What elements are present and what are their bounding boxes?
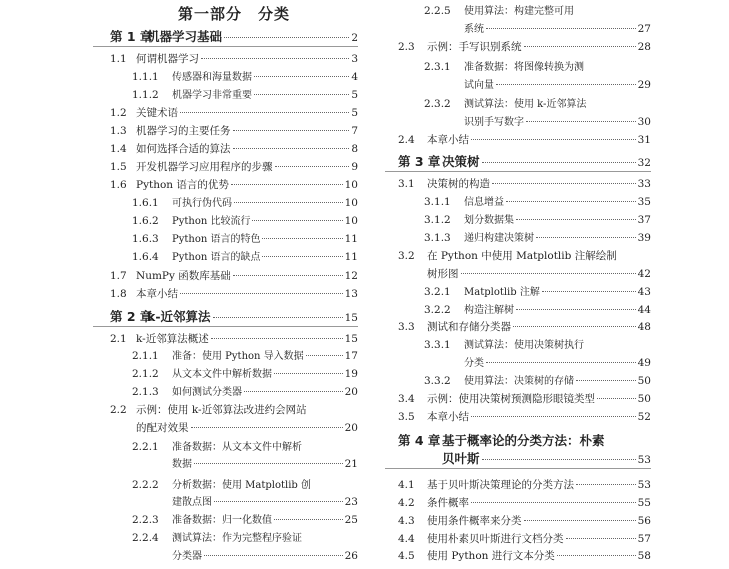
chapter-rule	[385, 468, 651, 469]
toc-entry[interactable]	[172, 495, 358, 509]
toc-entry[interactable]	[132, 232, 358, 246]
toc-chapter-entry[interactable]	[110, 309, 358, 325]
toc-number: 第 1 章	[110, 29, 153, 44]
toc-number: 3.1	[398, 178, 415, 190]
toc-entry[interactable]	[424, 4, 651, 18]
toc-number: 2.1.2	[132, 368, 159, 380]
toc-entry[interactable]	[398, 496, 651, 510]
toc-page-number: 43	[637, 286, 651, 298]
toc-entry[interactable]	[110, 124, 358, 138]
toc-title: 机器学习的主要任务	[136, 125, 231, 137]
toc-title: 示例：使用决策树预测隐形眼镜类型	[427, 393, 595, 405]
chapter-rule	[93, 326, 358, 327]
toc-leader-dots	[262, 238, 342, 239]
toc-leader-dots	[262, 256, 342, 257]
toc-title: 数据	[172, 459, 192, 470]
toc-entry[interactable]	[424, 231, 651, 245]
toc-title: 分析数据：使用 Matplotlib 创	[172, 480, 312, 491]
toc-page-number: 15	[344, 312, 358, 324]
toc-leader-dots	[557, 555, 636, 556]
toc-page-number: 53	[637, 454, 651, 466]
toc-title: 在 Python 中使用 Matplotlib 注解绘制	[427, 250, 617, 262]
toc-title: 开发机器学习应用程序的步骤	[136, 161, 273, 173]
toc-entry[interactable]	[424, 97, 651, 111]
toc-page-number: 49	[637, 357, 651, 369]
toc-entry[interactable]	[464, 22, 651, 36]
toc-title: 测试算法：使用决策树执行	[464, 340, 584, 351]
toc-title: 准备数据：将图像转换为测	[464, 62, 584, 73]
toc-title: 分类	[464, 358, 484, 369]
toc-title: 何谓机器学习	[136, 53, 199, 65]
toc-page-number: 20	[344, 386, 358, 398]
toc-entry[interactable]	[132, 367, 358, 381]
toc-number: 第 4 章	[398, 433, 441, 448]
toc-title: 信息增益	[464, 197, 504, 208]
toc-page-number: 53	[637, 479, 651, 491]
toc-title: 分类器	[172, 551, 202, 562]
toc-leader-dots	[536, 237, 636, 238]
toc-page-number: 50	[637, 375, 651, 387]
toc-title: 树形图	[427, 268, 459, 280]
toc-number: 2.2.1	[132, 441, 159, 453]
toc-title: 决策树	[442, 154, 480, 169]
toc-entry[interactable]	[110, 178, 358, 192]
chapter-rule	[93, 46, 358, 47]
toc-leader-dots	[471, 416, 636, 417]
toc-number: 1.7	[110, 270, 127, 282]
toc-number: 4.1	[398, 479, 415, 491]
toc-leader-dots	[180, 112, 349, 113]
toc-number: 1.6.3	[132, 233, 159, 245]
toc-page-number: 26	[344, 550, 358, 562]
toc-page-number: 23	[344, 496, 358, 508]
toc-entry[interactable]	[132, 196, 358, 210]
toc-number: 第 2 章	[110, 309, 153, 324]
toc-entry[interactable]	[398, 249, 651, 263]
toc-page-number: 5	[351, 89, 358, 101]
toc-entry[interactable]	[132, 531, 358, 545]
toc-title: k-近邻算法	[147, 309, 211, 324]
toc-page-number: 25	[344, 514, 358, 526]
toc-title: 识别手写数字	[464, 117, 524, 128]
toc-number: 3.5	[398, 411, 415, 423]
toc-title: 建散点图	[172, 497, 212, 508]
toc-number: 2.2	[110, 404, 127, 416]
toc-title: 准备数据：归一化数值	[172, 515, 272, 526]
toc-leader-dots	[513, 326, 636, 327]
toc-page-number: 9	[351, 161, 358, 173]
toc-leader-dots	[204, 555, 343, 556]
toc-leader-dots	[566, 538, 636, 539]
toc-chapter-entry[interactable]	[398, 154, 651, 170]
toc-leader-dots	[524, 520, 636, 521]
toc-number: 1.4	[110, 143, 127, 155]
toc-number: 3.2.2	[424, 304, 451, 316]
toc-page-number: 31	[637, 134, 651, 146]
toc-page-number: 42	[637, 268, 651, 280]
toc-title: 使用 Python 进行文本分类	[427, 550, 555, 562]
toc-title: 从文本文件中解析数据	[172, 369, 272, 380]
toc-page-number: 52	[637, 411, 651, 423]
toc-entry[interactable]	[110, 52, 358, 66]
toc-page-number: 32	[637, 157, 651, 169]
toc-leader-dots	[224, 37, 349, 38]
toc-entry[interactable]	[132, 478, 358, 492]
chapter-rule	[385, 171, 651, 172]
toc-leader-dots	[201, 58, 349, 59]
toc-entry[interactable]	[464, 115, 651, 129]
part-title: 第一部分 分类	[178, 5, 291, 23]
toc-entry[interactable]	[424, 303, 651, 317]
toc-title: Python 比较流行	[172, 216, 251, 227]
toc-leader-dots	[213, 317, 343, 318]
toc-entry[interactable]	[398, 392, 651, 406]
toc-page-number: 35	[637, 196, 651, 208]
toc-number: 2.2.5	[424, 5, 451, 17]
toc-entry[interactable]	[132, 214, 358, 228]
toc-number: 4.2	[398, 497, 415, 509]
toc-entry[interactable]	[424, 374, 651, 388]
toc-page-number: 15	[344, 333, 358, 345]
toc-leader-dots	[486, 362, 636, 363]
toc-number: 1.6	[110, 179, 127, 191]
toc-entry[interactable]	[398, 177, 651, 191]
toc-title: 关键术语	[136, 107, 178, 119]
toc-title: 使用算法：决策树的存储	[464, 376, 574, 387]
toc-title: 示例：手写识别系统	[427, 41, 522, 53]
toc-number: 3.1.2	[424, 214, 451, 226]
toc-chapter-entry[interactable]	[442, 451, 651, 467]
toc-page-number: 8	[351, 143, 358, 155]
toc-page-number: 56	[637, 515, 651, 527]
toc-page-number: 48	[637, 321, 651, 333]
toc-leader-dots	[496, 84, 636, 85]
toc-entry[interactable]	[398, 532, 651, 546]
toc-leader-dots	[471, 502, 636, 503]
toc-number: 4.5	[398, 550, 415, 562]
toc-entry[interactable]	[132, 513, 358, 527]
toc-page-number: 5	[351, 107, 358, 119]
toc-number: 4.4	[398, 533, 415, 545]
toc-page-number: 4	[351, 71, 358, 83]
toc-title: 传感器和海量数据	[172, 72, 252, 83]
toc-leader-dots	[576, 484, 636, 485]
toc-leader-dots	[233, 130, 350, 131]
toc-number: 1.1.2	[132, 89, 159, 101]
toc-entry[interactable]	[136, 421, 358, 435]
toc-entry[interactable]	[172, 457, 358, 471]
toc-page-number: 7	[351, 125, 358, 137]
toc-number: 2.2.4	[132, 532, 159, 544]
toc-number: 1.1.1	[132, 71, 159, 83]
toc-entry[interactable]	[110, 142, 358, 156]
toc-number: 2.4	[398, 134, 415, 146]
toc-entry[interactable]	[110, 160, 358, 174]
toc-title: 可执行伪代码	[172, 198, 232, 209]
toc-title: 基于概率论的分类方法：朴素	[442, 433, 605, 448]
toc-page-number: 10	[344, 179, 358, 191]
toc-title: 如何选择合适的算法	[136, 143, 231, 155]
toc-number: 3.2.1	[424, 286, 451, 298]
toc-title: 测试和存储分类器	[427, 321, 511, 333]
toc-entry[interactable]	[110, 403, 358, 417]
toc-number: 3.1.3	[424, 232, 451, 244]
toc-page-number: 50	[637, 393, 651, 405]
toc-entry[interactable]	[398, 320, 651, 334]
toc-leader-dots	[244, 391, 343, 392]
toc-entry[interactable]	[172, 549, 358, 563]
toc-title: 的配对效果	[136, 422, 189, 434]
toc-page-number: 19	[344, 368, 358, 380]
toc-leader-dots	[482, 162, 636, 163]
toc-page-number: 58	[637, 550, 651, 562]
toc-number: 2.2.3	[132, 514, 159, 526]
toc-leader-dots	[233, 148, 350, 149]
toc-leader-dots	[194, 463, 343, 464]
toc-number: 1.6.4	[132, 251, 159, 263]
toc-leader-dots	[516, 309, 636, 310]
toc-number: 1.2	[110, 107, 127, 119]
toc-number: 1.6.2	[132, 215, 159, 227]
toc-page-number: 33	[637, 178, 651, 190]
toc-page-number: 10	[344, 197, 358, 209]
toc-entry[interactable]	[424, 213, 651, 227]
toc-number: 3.3	[398, 321, 415, 333]
toc-entry[interactable]	[132, 440, 358, 454]
toc-title: Python 语言的缺点	[172, 252, 261, 263]
toc-title: 本章小结	[427, 411, 469, 423]
toc-entry[interactable]	[398, 133, 651, 147]
toc-title: 条件概率	[427, 497, 469, 509]
toc-title: 使用条件概率来分类	[427, 515, 522, 527]
toc-title: 准备数据：从文本文件中解析	[172, 442, 302, 453]
toc-leader-dots	[486, 28, 636, 29]
toc-entry[interactable]	[398, 514, 651, 528]
toc-number: 1.6.1	[132, 197, 159, 209]
toc-title: 试向量	[464, 80, 494, 91]
toc-entry[interactable]	[398, 40, 651, 54]
toc-leader-dots	[597, 398, 636, 399]
toc-entry[interactable]	[110, 106, 358, 120]
toc-entry[interactable]	[398, 410, 651, 424]
toc-title: 基于贝叶斯决策理论的分类方法	[427, 479, 574, 491]
toc-page-number: 37	[637, 214, 651, 226]
toc-page-number: 30	[637, 116, 651, 128]
toc-number: 3.2	[398, 250, 415, 262]
toc-title: Python 语言的特色	[172, 234, 261, 245]
toc-title: NumPy 函数库基础	[136, 270, 231, 282]
toc-leader-dots	[461, 273, 636, 274]
toc-title: 使用算法：构建完整可用	[464, 6, 574, 17]
toc-page-number: 20	[344, 422, 358, 434]
toc-page-number: 13	[344, 288, 358, 300]
toc-title: 使用朴素贝叶斯进行文档分类	[427, 533, 564, 545]
toc-leader-dots	[471, 139, 636, 140]
toc-entry[interactable]	[132, 88, 358, 102]
toc-title: 划分数据集	[464, 215, 514, 226]
toc-number: 3.1.1	[424, 196, 451, 208]
toc-chapter-entry[interactable]	[110, 29, 358, 45]
toc-number: 2.2.2	[132, 479, 159, 491]
toc-entry[interactable]	[464, 356, 651, 370]
toc-number: 3.3.1	[424, 339, 451, 351]
toc-entry[interactable]	[132, 250, 358, 264]
toc-title: k-近邻算法概述	[136, 333, 209, 345]
toc-page-number: 39	[637, 232, 651, 244]
toc-page-number: 27	[637, 23, 651, 35]
toc-page-number: 55	[637, 497, 651, 509]
toc-entry[interactable]	[132, 349, 358, 363]
toc-leader-dots	[233, 275, 343, 276]
toc-title: 测试算法：作为完整程序验证	[172, 533, 302, 544]
toc-leader-dots	[526, 121, 636, 122]
toc-number: 2.1.3	[132, 386, 159, 398]
toc-number: 第 3 章	[398, 154, 441, 169]
toc-number: 1.3	[110, 125, 127, 137]
toc-number: 2.3.2	[424, 98, 451, 110]
toc-title: 测试算法：使用 k-近邻算法	[464, 99, 587, 110]
toc-leader-dots	[191, 427, 343, 428]
toc-leader-dots	[254, 76, 349, 77]
toc-title: 机器学习基础	[147, 29, 223, 44]
toc-title: 准备：使用 Python 导入数据	[172, 351, 304, 362]
toc-number: 2.3.1	[424, 61, 451, 73]
toc-title: 本章小结	[136, 288, 178, 300]
toc-page-number: 44	[637, 304, 651, 316]
toc-number: 3.4	[398, 393, 415, 405]
toc-leader-dots	[274, 519, 343, 520]
toc-entry[interactable]	[132, 385, 358, 399]
toc-leader-dots	[211, 338, 343, 339]
toc-title: 系统	[464, 24, 484, 35]
toc-leader-dots	[254, 94, 349, 95]
toc-leader-dots	[234, 202, 343, 203]
toc-page-number: 28	[637, 41, 651, 53]
toc-leader-dots	[231, 184, 343, 185]
toc-page-number: 17	[344, 350, 358, 362]
toc-page-number: 29	[637, 79, 651, 91]
toc-title: 如何测试分类器	[172, 387, 242, 398]
toc-number: 2.1	[110, 333, 127, 345]
toc-entry[interactable]	[398, 549, 651, 563]
toc-leader-dots	[306, 355, 343, 356]
toc-page-number: 11	[344, 233, 358, 245]
toc-number: 1.5	[110, 161, 127, 173]
toc-title: 示例：使用 k-近邻算法改进约会网站	[136, 404, 307, 416]
toc-title: 贝叶斯	[442, 451, 480, 466]
toc-title: Matplotlib 注解	[464, 287, 540, 298]
toc-entry[interactable]	[398, 478, 651, 492]
toc-entry[interactable]	[110, 332, 358, 346]
toc-leader-dots	[524, 46, 636, 47]
toc-page-number: 2	[351, 32, 358, 44]
toc-title: 本章小结	[427, 134, 469, 146]
toc-leader-dots	[576, 380, 636, 381]
toc-page-number: 11	[344, 251, 358, 263]
toc-entry[interactable]	[110, 269, 358, 283]
toc-leader-dots	[482, 459, 636, 460]
toc-leader-dots	[214, 501, 343, 502]
toc-number: 1.1	[110, 53, 127, 65]
toc-number: 3.3.2	[424, 375, 451, 387]
toc-leader-dots	[492, 183, 636, 184]
toc-page-number: 57	[637, 533, 651, 545]
toc-page-number: 21	[344, 458, 358, 470]
toc-chapter-entry[interactable]	[398, 433, 651, 449]
toc-title: 构造注解树	[464, 305, 514, 316]
toc-entry[interactable]	[110, 287, 358, 301]
toc-leader-dots	[252, 220, 342, 221]
toc-entry[interactable]	[464, 78, 651, 92]
toc-title: 决策树的构造	[427, 178, 490, 190]
toc-number: 1.8	[110, 288, 127, 300]
toc-leader-dots	[506, 201, 636, 202]
toc-number: 2.3	[398, 41, 415, 53]
toc-number: 4.3	[398, 515, 415, 527]
toc-title: 机器学习非常重要	[172, 90, 252, 101]
toc-title: 递归构建决策树	[464, 233, 534, 244]
toc-entry[interactable]	[132, 70, 358, 84]
toc-page-number: 3	[351, 53, 358, 65]
toc-leader-dots	[516, 219, 636, 220]
toc-leader-dots	[180, 293, 343, 294]
toc-entry[interactable]	[424, 338, 651, 352]
toc-number: 2.1.1	[132, 350, 159, 362]
toc-title: Python 语言的优势	[136, 179, 229, 191]
toc-leader-dots	[542, 291, 636, 292]
toc-leader-dots	[274, 373, 343, 374]
toc-entry[interactable]	[424, 285, 651, 299]
toc-entry[interactable]	[424, 195, 651, 209]
toc-page-number: 12	[344, 270, 358, 282]
toc-page-number: 10	[344, 215, 358, 227]
toc-entry[interactable]	[424, 60, 651, 74]
toc-entry[interactable]	[427, 267, 651, 281]
toc-leader-dots	[275, 166, 350, 167]
